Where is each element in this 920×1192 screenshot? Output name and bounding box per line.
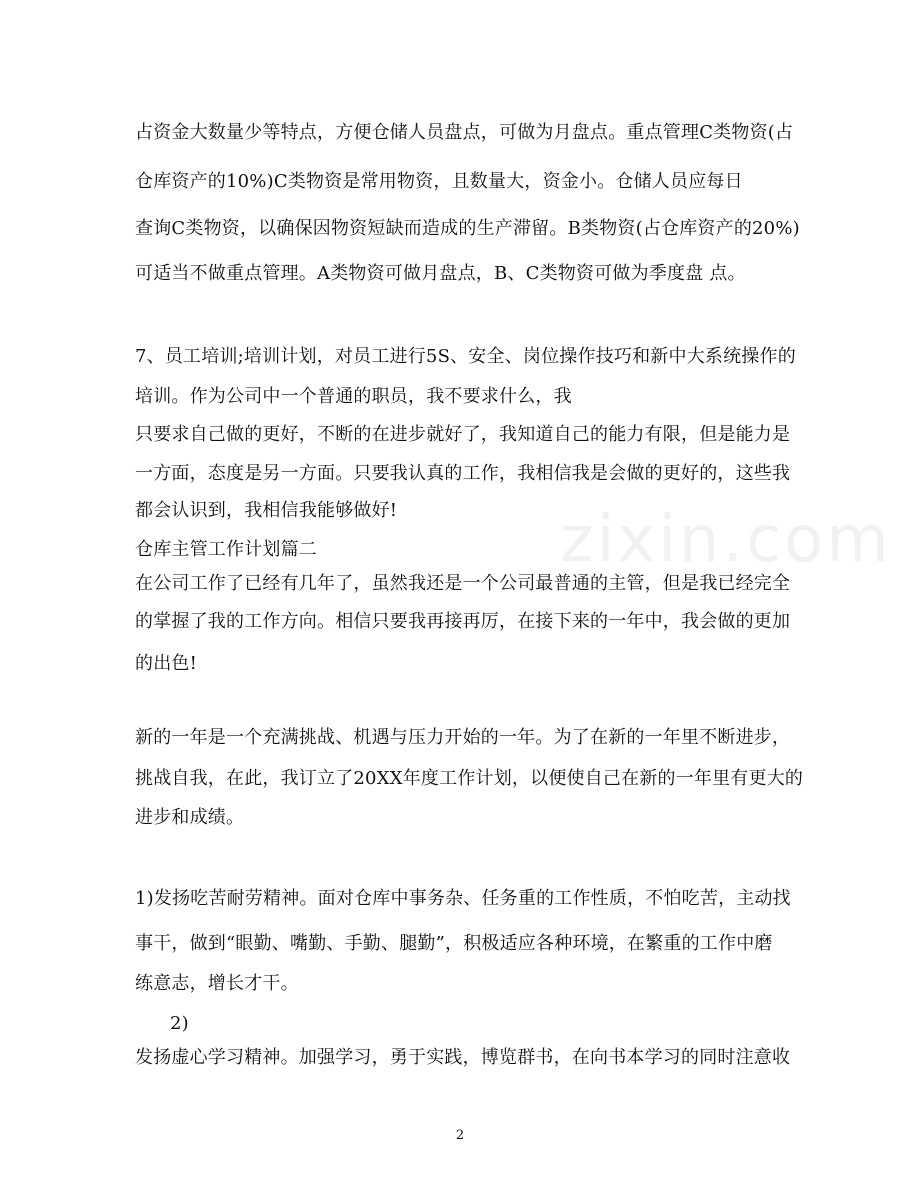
text-line-13: 的出色! <box>135 653 198 674</box>
text-line-4: 可适当不做重点管理。A类物资可做月盘点，B、C类物资可做为季度盘 点。 <box>135 263 746 284</box>
text-line-6: 培训。作为公司中一个普通的职员，我不要求什么，我 <box>135 386 572 407</box>
text-line-20: 2) <box>170 1013 189 1034</box>
text-line-1: 占资金大数量少等特点，方便仓储人员盘点，可做为月盘点。重点管理C类物资(占 <box>135 122 794 143</box>
text-line-5: 7、员工培训;培训计划，对员工进行5S、安全、岗位操作技巧和新中大系统操作的 <box>135 346 796 367</box>
text-line-18: 事干，做到“眼勤、嘴勤、手勤、腿勤”，积极适应各种环境，在繁重的工作中磨 <box>135 933 773 954</box>
text-line-2: 仓库资产的10%)C类物资是常用物资，且数量大，资金小。仓储人员应每日 <box>135 171 743 192</box>
watermark-text: zixin.com <box>560 503 892 577</box>
page-number: 2 <box>455 1128 465 1143</box>
text-line-19: 练意志，增长才干。 <box>135 973 299 994</box>
text-line-3: 查询C类物资，以确保因物资短缺而造成的生产滞留。B类物资(占仓库资产的20%) <box>135 218 800 239</box>
text-line-21: 发扬虚心学习精神。加强学习，勇于实践，博览群书，在向书本学习的同时注意收 <box>135 1047 791 1068</box>
text-line-7: 只要求自己做的更好，不断的在进步就好了，我知道自己的能力有限，但是能力是 <box>135 424 791 445</box>
text-line-9: 都会认识到，我相信我能够做好! <box>135 500 398 521</box>
text-line-16: 进步和成绩。 <box>135 807 245 828</box>
text-line-11: 在公司工作了已经有几年了，虽然我还是一个公司最普通的主管，但是我已经完全 <box>135 573 791 594</box>
text-line-15: 挑战自我，在此，我订立了20XX年度工作计划，以便使自己在新的一年里有更大的 <box>135 768 804 789</box>
text-line-14: 新的一年是一个充满挑战、机遇与压力开始的一年。为了在新的一年里不断进步， <box>135 727 791 748</box>
text-line-12: 的掌握了我的工作方向。相信只要我再接再厉，在接下来的一年中，我会做的更加 <box>135 611 791 632</box>
text-line-17: 1)发扬吃苦耐劳精神。面对仓库中事务杂、任务重的工作性质，不怕吃苦，主动找 <box>135 888 791 909</box>
text-line-8: 一方面，态度是另一方面。只要我认真的工作，我相信我是会做的更好的，这些我 <box>135 463 791 484</box>
section-heading: 仓库主管工作计划篇二 <box>135 539 317 560</box>
